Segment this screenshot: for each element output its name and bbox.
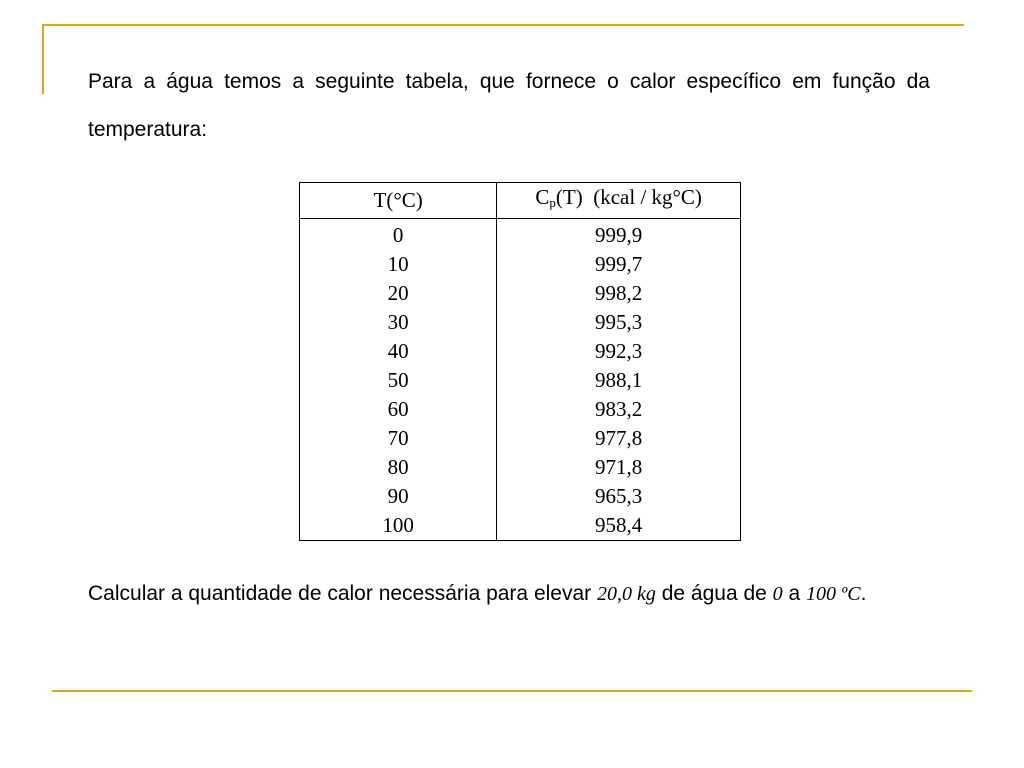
specific-heat-table: [299, 182, 741, 536]
temperature-cell: 80: [387, 454, 409, 479]
bottom-accent-rule: [52, 690, 972, 692]
left-accent-rule: [42, 24, 44, 94]
question-paragraph: Calcular a quantidade de calor necessária para elevar 20,0 kg de água de 0 a 100 ºC.: [88, 582, 867, 605]
header-temperature: T(°C): [300, 183, 497, 219]
specific-heat-cell: 971,8: [595, 454, 643, 479]
temperature-cell: 40: [387, 338, 409, 363]
top-accent-rule: [42, 24, 964, 26]
specific-heat-cell: 983,2: [595, 396, 643, 421]
end-temperature: 100 ºC: [806, 583, 861, 605]
specific-heat-cell: 998,2: [595, 280, 643, 305]
specific-heat-cell: 958,4: [595, 512, 643, 537]
specific-heat-cell: 999,7: [595, 251, 643, 276]
specific-heat-cell: 965,3: [595, 483, 643, 508]
temperature-cell: 50: [387, 367, 409, 392]
intro-paragraph: Para a água temos a seguinte tabela, que fornece o calor específico em função da temperatura:: [88, 70, 930, 141]
temperature-cell: 60: [387, 396, 409, 421]
temperature-cell: 90: [387, 483, 409, 508]
temperature-column: [300, 218, 497, 540]
table-header-row: [300, 183, 741, 219]
header-specific-heat: $C_p(T)$ (kcal / kg°C): [497, 183, 741, 219]
specific-heat-cell: 992,3: [595, 338, 643, 363]
temperature-cell: 0: [392, 222, 404, 247]
temperature-cell: 10: [387, 251, 409, 276]
specific-heat-cell: 988,1: [595, 367, 643, 392]
specific-heat-cell: 995,3: [595, 309, 643, 334]
specific-heat-cell: 977,8: [595, 425, 643, 450]
temperature-cell: 20: [387, 280, 409, 305]
temperature-cell: 100: [382, 512, 414, 537]
mass-value: 20,0 kg: [596, 583, 656, 605]
temperature-cell: 70: [387, 425, 409, 450]
start-temperature: 0: [772, 583, 783, 605]
specific-heat-column: [497, 218, 741, 540]
temperature-cell: 30: [387, 309, 409, 334]
specific-heat-cell: 999,9: [595, 222, 643, 247]
